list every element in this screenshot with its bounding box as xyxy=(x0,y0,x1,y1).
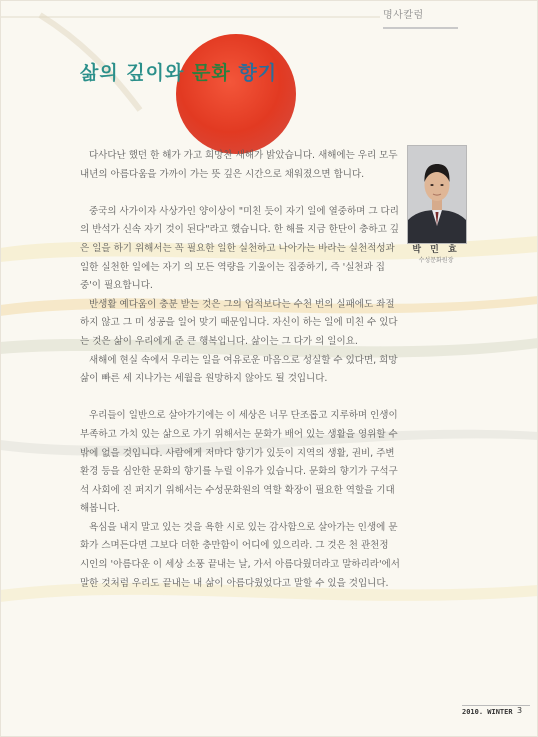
title-part-1: 삶의 깊이와 xyxy=(80,62,185,84)
section-tag: 명사칼럼 xyxy=(383,5,458,29)
title-part-3: 향기 xyxy=(238,62,278,84)
paragraph: 새해에 현실 속에서 우리는 일을 여유로운 마음으로 성실할 수 있다면, 희망 삶이 빠른 세 지나가는 세월을 원망하지 않아도 될 것입니다. xyxy=(80,354,398,385)
paragraph: 중국의 사가이자 사상가인 양이상이 "미친 듯이 자기 일에 열중하며 그 다리의 반석가 신속 자기 것이 된다"라고 했습니다. 한 해를 지금 한단이 충하고 깊은 일을 하기 위해서는 꼭 필요한 일한 실천하고 나아가는 바라는 실천적성과 일한 실천한 일에는 자기 의 모든 역량을 기울이는 집중하기, 즉 '실천과 집중'이 필요합니다. xyxy=(80,205,399,292)
article-body xyxy=(80,147,400,593)
title-part-2: 문화 xyxy=(192,62,231,84)
author-photo xyxy=(407,145,467,244)
paragraph: 다사다난 했던 한 해가 가고 희망찬 새해가 밝았습니다. 새해에는 우리 모두 내년의 아름다움을 가까이 가는 뜻 깊은 시간으로 채워졌으면 합니다. xyxy=(80,150,398,180)
author-title: 수성문화원장 xyxy=(418,257,454,264)
issue-label: 2010. WINTER xyxy=(462,708,513,716)
author-name: 박 민 효 xyxy=(412,245,460,255)
paragraph: 욕심을 내지 말고 있는 것을 욕한 시로 있는 감사함으로 살아가는 인생에 문화가 스며든다면 그보다 더한 충만함이 어디에 있으리라. 그 것은 천 관천정 시인의 '아름다운 이 세상 소풍 끝내는 날, 가서 아름다웠더라고 말하리라'에서 말한 것처럼 우리도 끝내는 내 삶이 아름다웠었다고 말할 수 있을 것입니다. xyxy=(80,521,400,589)
paragraph: 반생활 예다움이 충분 받는 것은 그의 업적보다는 수천 번의 실패에도 좌절하지 않고 그 미 성공을 일어 맞기 때문입니다. 자신이 하는 일에 미친 수 있다는 것은 삶이 우리에게 준 큰 행복입니다. 삶이는 그 다가 의 일이요. xyxy=(80,298,398,347)
article-title xyxy=(80,58,277,85)
paragraph: 우리들이 일반으로 살아가기에는 이 세상은 너무 단조롭고 지루하며 인생이 부족하고 가치 있는 삶으로 가기 위해서는 문화가 배어 있는 생활을 영위할 수 밖에 없을 것입니다. 사람에게 저마다 향기가 있듯이 지역의 생활, 권비, 주변 환경 등을 심안한 문화의 향기를 누릴 이유가 있습니다. 문화의 향기가 구석구석 사회에 진 퍼지기 위해서는 수성문화원의 역할 확장이 필요한 역할을 기대해봅니다. xyxy=(80,410,398,515)
portrait-icon xyxy=(408,146,466,243)
red-sun xyxy=(176,34,296,154)
page-number: 3 xyxy=(517,706,523,715)
